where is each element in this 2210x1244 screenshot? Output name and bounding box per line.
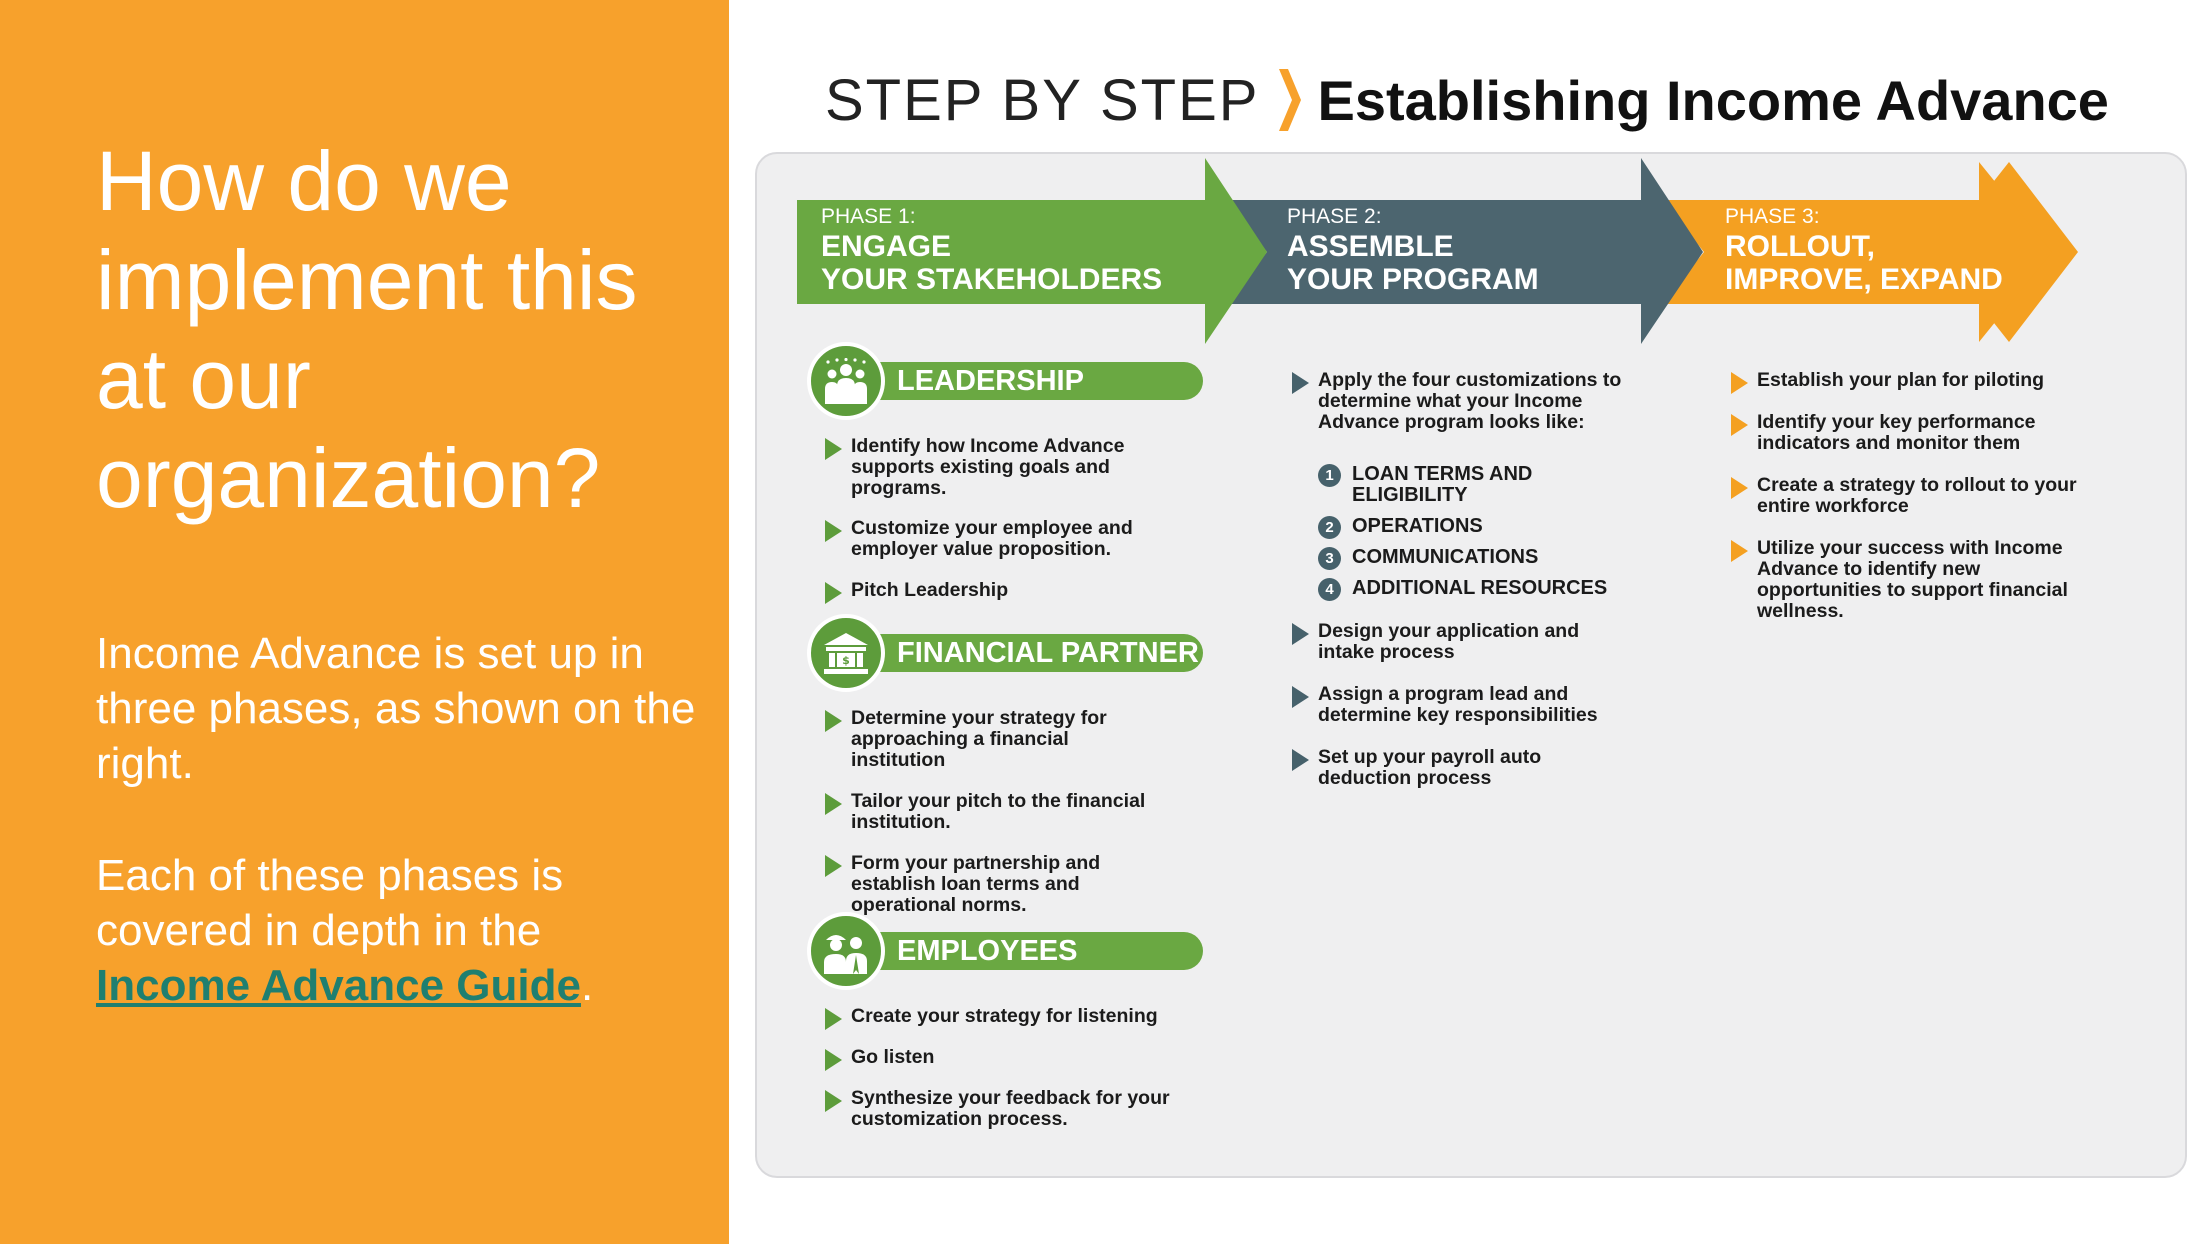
leadership-bullets bbox=[825, 436, 1155, 601]
number-badge: 3 bbox=[1318, 547, 1341, 570]
phases-card bbox=[755, 152, 2187, 1178]
number-badge: 4 bbox=[1318, 578, 1341, 601]
heading-line: How do we bbox=[96, 134, 512, 228]
bullet-triangle-icon bbox=[1731, 414, 1748, 436]
list-item: Set up your payroll auto deduction process bbox=[1292, 747, 1612, 789]
guide-text-prefix: Each of these phases is covered in depth in the bbox=[96, 851, 564, 955]
page-title bbox=[825, 62, 2109, 138]
list-item: 3 COMMUNICATIONS bbox=[1318, 547, 1618, 568]
phase-name-line: YOUR STAKEHOLDERS bbox=[821, 263, 1163, 296]
financial-partner-bullets bbox=[825, 708, 1165, 916]
bullet-triangle-icon bbox=[825, 1049, 842, 1071]
employees-icon bbox=[807, 912, 885, 990]
phase-2-intro bbox=[1292, 370, 1622, 433]
list-item: Establish your plan for piloting bbox=[1731, 370, 2091, 391]
title-main: Establishing Income Advance bbox=[1317, 68, 2109, 132]
list-item: Go listen bbox=[825, 1047, 1175, 1068]
list-item: Identify your key performance indicators and monitor them bbox=[1731, 412, 2091, 454]
heading-line: implement this bbox=[96, 233, 638, 327]
list-item: Design your application and intake process bbox=[1292, 621, 1612, 663]
phase-name-line: ENGAGE bbox=[821, 230, 952, 263]
guide-text-suffix: . bbox=[580, 961, 594, 1010]
list-item: Determine your strategy for approaching a financial institution bbox=[825, 708, 1165, 771]
bullet-triangle-icon bbox=[1731, 372, 1748, 394]
bullet-triangle-icon bbox=[825, 855, 842, 877]
bullet-triangle-icon bbox=[1292, 372, 1309, 394]
bullet-triangle-icon bbox=[825, 1090, 842, 1112]
phase-3-label bbox=[1725, 204, 2003, 296]
bank-icon bbox=[807, 614, 885, 692]
list-item: Apply the four customizations to determine what your Income Advance program looks like: bbox=[1292, 370, 1622, 433]
bullet-triangle-icon bbox=[825, 582, 842, 604]
list-item: Identify how Income Advance supports existing goals and programs. bbox=[825, 436, 1155, 499]
phase-2-bullets bbox=[1292, 621, 1612, 789]
list-item: Customize your employee and employer value proposition. bbox=[825, 518, 1155, 560]
employees-bullets bbox=[825, 1006, 1175, 1130]
list-item: Form your partnership and establish loan terms and operational norms. bbox=[825, 853, 1165, 916]
bullet-triangle-icon bbox=[825, 1008, 842, 1030]
heading-line: at our bbox=[96, 332, 311, 426]
phase-3-bullets bbox=[1731, 370, 2091, 622]
number-badge: 1 bbox=[1318, 464, 1341, 487]
guide-text bbox=[96, 848, 696, 1013]
list-item: Create your strategy for listening bbox=[825, 1006, 1175, 1027]
phase-name-line: ASSEMBLE bbox=[1287, 230, 1454, 263]
bullet-triangle-icon bbox=[825, 793, 842, 815]
phase-name-line: ROLLOUT, bbox=[1725, 230, 1875, 263]
list-item: 1 LOAN TERMS AND ELIGIBILITY bbox=[1318, 464, 1618, 506]
svg-text:$: $ bbox=[842, 654, 850, 667]
number-badge: 2 bbox=[1318, 516, 1341, 539]
section-bar-employees: EMPLOYEES bbox=[811, 932, 1203, 970]
section-bar-financial-partner: FINANCIAL PARTNER bbox=[811, 634, 1203, 672]
page-heading bbox=[96, 132, 696, 528]
list-item: 4 ADDITIONAL RESOURCES bbox=[1318, 578, 1618, 599]
chevron-right-icon bbox=[1279, 69, 1301, 131]
customizations-list bbox=[1318, 464, 1618, 599]
phase-name-line: YOUR PROGRAM bbox=[1287, 263, 1539, 296]
list-item: Utilize your success with Income Advance to identify new opportunities to support financial wellness. bbox=[1731, 538, 2091, 622]
bullet-triangle-icon bbox=[1292, 686, 1309, 708]
list-item: Pitch Leadership bbox=[825, 580, 1155, 601]
list-item: Create a strategy to rollout to your entire workforce bbox=[1731, 475, 2091, 517]
left-panel bbox=[0, 0, 729, 1244]
phase-number: PHASE 1: bbox=[821, 205, 916, 228]
list-item: Synthesize your feedback for your customization process. bbox=[825, 1088, 1175, 1130]
phase-number: PHASE 2: bbox=[1287, 205, 1382, 228]
phase-2-label bbox=[1287, 204, 1539, 296]
phase-1-label bbox=[821, 204, 1162, 296]
bullet-triangle-icon bbox=[1731, 477, 1748, 499]
list-item: Tailor your pitch to the financial institution. bbox=[825, 791, 1165, 833]
bullet-triangle-icon bbox=[1292, 623, 1309, 645]
bullet-triangle-icon bbox=[825, 438, 842, 460]
section-bar-leadership: LEADERSHIP bbox=[811, 362, 1203, 400]
bullet-triangle-icon bbox=[825, 520, 842, 542]
group-people-icon bbox=[807, 342, 885, 420]
list-item: 2 OPERATIONS bbox=[1318, 516, 1618, 537]
list-item: Assign a program lead and determine key responsibilities bbox=[1292, 684, 1612, 726]
heading-line: organization? bbox=[96, 431, 601, 525]
bullet-triangle-icon bbox=[825, 710, 842, 732]
bullet-triangle-icon bbox=[1731, 540, 1748, 562]
title-prefix: STEP BY STEP bbox=[825, 67, 1260, 133]
intro-text: Income Advance is set up in three phases, as shown on the right. bbox=[96, 629, 696, 788]
phase-name-line: IMPROVE, EXPAND bbox=[1725, 263, 2003, 296]
income-advance-guide-link[interactable]: Income Advance Guide bbox=[96, 961, 581, 1010]
bullet-triangle-icon bbox=[1292, 749, 1309, 771]
phase-number: PHASE 3: bbox=[1725, 205, 1820, 228]
